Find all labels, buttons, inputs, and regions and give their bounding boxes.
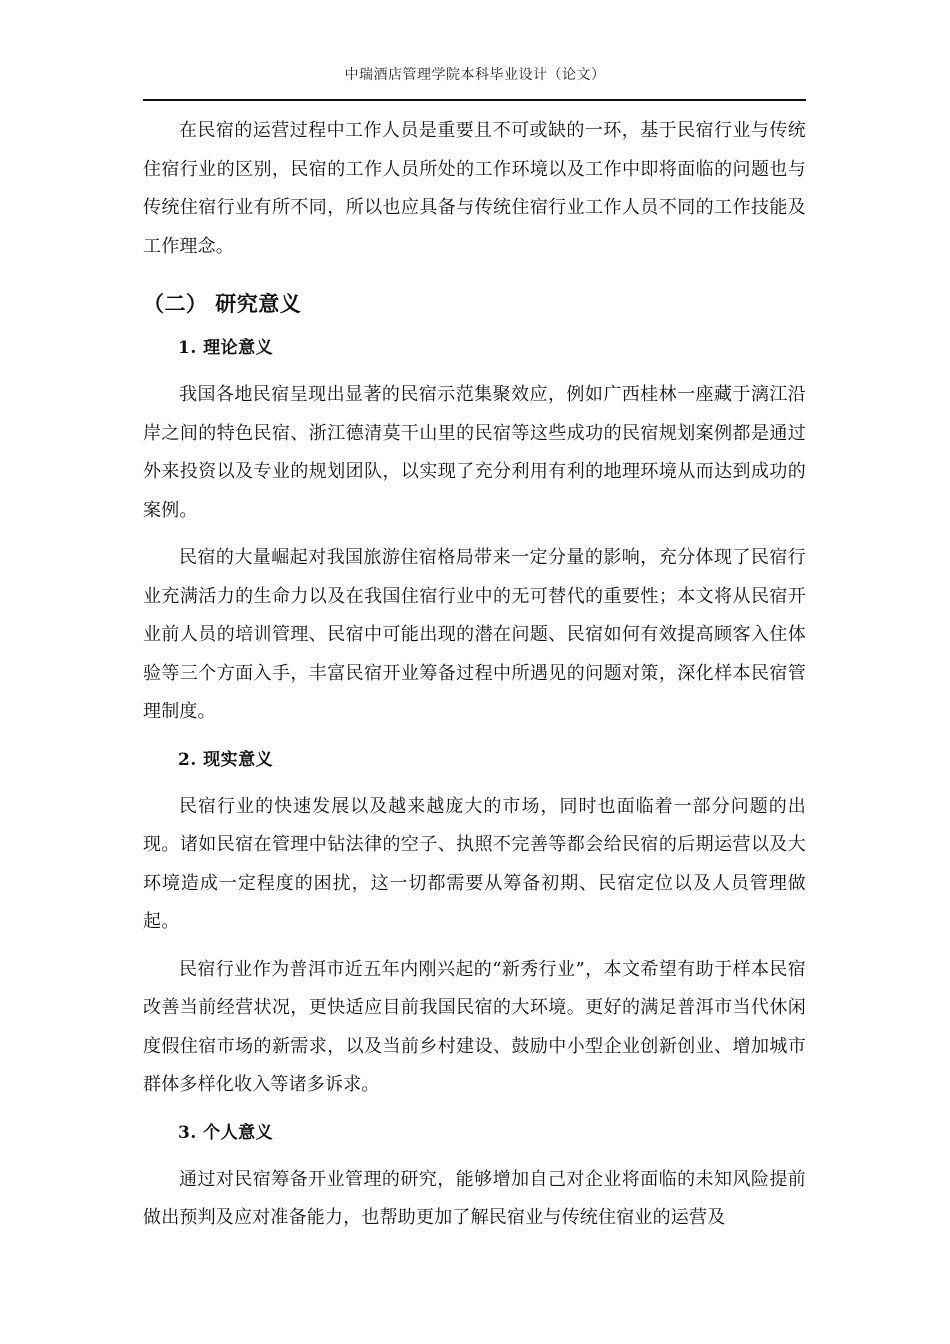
body-paragraph: 通过对民宿筹备开业管理的研究，能够增加自己对企业将面临的未知风险提前做出预判及应对准备能力，也帮助更加了解民宿业与传统住宿业的运营及: [143, 1168, 806, 1228]
body-paragraph: 我国各地民宿呈现出显著的民宿示范集聚效应，例如广西桂林一座藏于漓江沿岸之间的特色民宿、浙江德清莫干山里的民宿等这些成功的民宿规划案例都是通过外来投资以及专业的规划团队，以实现了充分利用有利的地理环境从而达到成功的案例。: [143, 384, 806, 521]
header-divider: [143, 99, 806, 101]
subsection-personal: [143, 1114, 806, 1238]
page-header-title: 中瑞酒店管理学院本科毕业设计（论文）: [344, 67, 606, 83]
page-body: [143, 112, 806, 1247]
body-paragraph: 民宿的大量崛起对我国旅游住宿格局带来一定分量的影响，充分体现了民宿行业充满活力的生命力以及在我国住宿行业中的无可替代的重要性；本文将从民宿开业前人员的培训管理、民宿中可能出现的潜在问题、民宿如何有效提高顾客入住体验等三个方面入手，丰富民宿开业筹备过程中所遇见的问题对策，深化样本民宿管理制度。: [143, 547, 806, 722]
subsection-heading: 1. 理论意义: [178, 338, 274, 358]
subsection-theoretical: [143, 329, 806, 732]
subsection-practical: [143, 741, 806, 1105]
body-paragraph: 民宿行业的快速发展以及越来越庞大的市场，同时也面临着一部分问题的出现。诸如民宿在管理中钻法律的空子、执照不完善等都会给民宿的后期运营以及大环境造成一定程度的困扰，这一切都需要从筹备初期、民宿定位以及人员管理做起。: [143, 795, 806, 932]
body-paragraph: 民宿行业作为普洱市近五年内刚兴起的“新秀行业”，本文希望有助于样本民宿改善当前经营状况，更快适应目前我国民宿的大环境。更好的满足普洱市当代休闲度假住宿市场的新需求，以及当前乡村建设、鼓励中小型企业创新创业、增加城市群体多样化收入等诸多诉求。: [143, 958, 806, 1095]
section-heading: （二） 研究意义: [143, 291, 302, 316]
subsection-heading: 3. 个人意义: [178, 1122, 274, 1143]
intro-paragraph: 在民宿的运营过程中工作人员是重要且不可或缺的一环，基于民宿行业与传统住宿行业的区别，民宿的工作人员所处的工作环境以及工作中即将面临的问题也与传统住宿行业有所不同，所以也应具备与传统住宿行业工作人员不同的工作技能及工作理念。: [143, 120, 806, 257]
subsection-heading: 2. 现实意义: [178, 749, 274, 770]
